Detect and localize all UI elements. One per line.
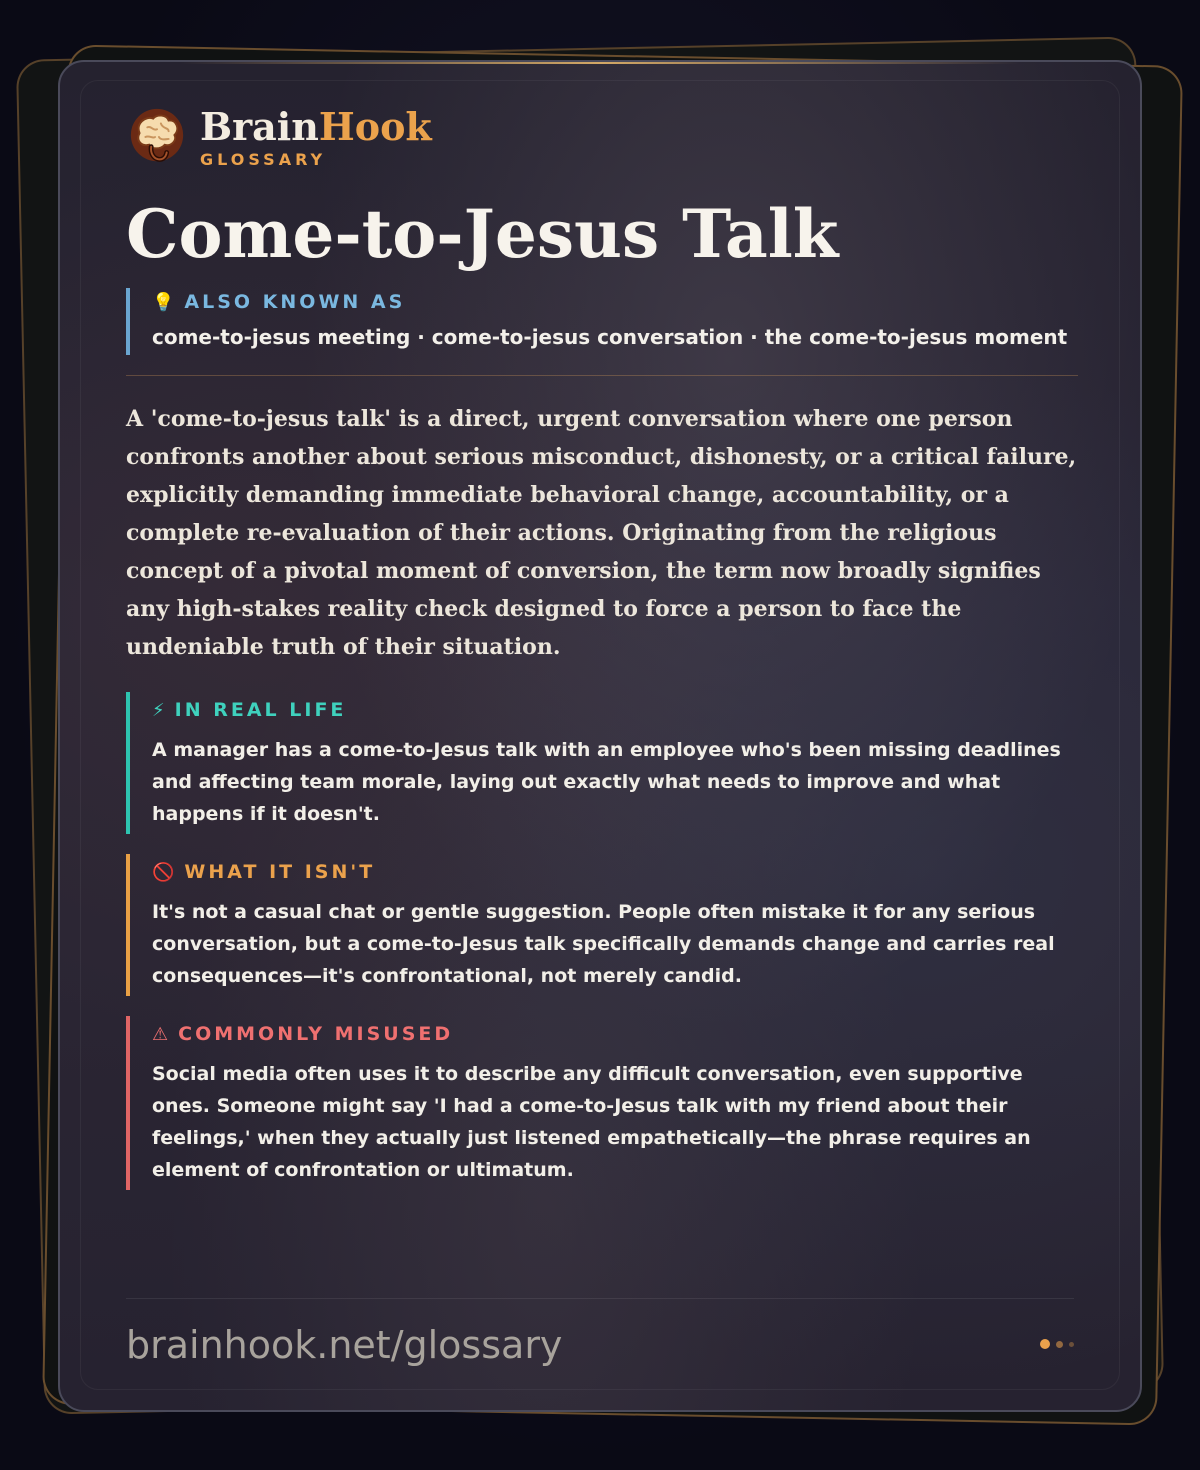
brand-text xyxy=(200,103,432,169)
also-known-as-heading: ALSO KNOWN AS xyxy=(184,291,406,313)
pagination-dots xyxy=(1034,1339,1074,1349)
lightbulb-icon: 💡 xyxy=(152,291,175,313)
card-content xyxy=(126,102,1078,1190)
definition-text: A 'come-to-jesus talk' is a direct, urgent conversation where one person confronts another about serious misconduct, dishonesty, or a critical failure, explicitly demanding immediate behavioral change, accountability, or a complete re-evaluation of their actions. Originating from the religious concept of a pivotal moment of conversion, the term now broadly signifies any high-stakes reality check designed to force a person to face the undeniable truth of their situation. xyxy=(126,406,1077,660)
also-known-as-list: come-to-jesus meeting · come-to-jesus conversation · the come-to-jesus moment xyxy=(152,325,1068,349)
brain-hook-icon xyxy=(126,106,188,168)
commonly-misused-heading-row xyxy=(152,1022,1078,1046)
commonly-misused-body: Social media often uses it to describe any difficult conversation, even supportive ones. Someone might say 'I had a come-to-Jesus talk with my friend about their feelings,' when they actually just listened empathetically—the phrase requires an element of confrontation or ultimatum. xyxy=(152,1063,1031,1181)
in-real-life-body: A manager has a come-to-Jesus talk with an employee who's been missing deadlines and affecting team morale, laying out exactly what needs to improve and what happens if it doesn't. xyxy=(152,739,1061,825)
footer-url-link[interactable]: brainhook.net/glossary xyxy=(126,1323,563,1367)
what-it-isnt-body: It's not a casual chat or gentle suggestion. People often mistake it for any serious conversation, but a come-to-Jesus talk specifically demands change and carries real consequences—it's confrontational, not merely candid. xyxy=(152,901,1055,987)
dot-indicator-active xyxy=(1040,1339,1050,1349)
card-top-accent-line xyxy=(180,62,1020,64)
brand-subtitle: GLOSSARY xyxy=(200,149,327,169)
no-entry-icon: 🚫 xyxy=(152,861,175,883)
in-real-life-section xyxy=(126,692,1078,834)
brand-name xyxy=(200,103,432,149)
dot-indicator xyxy=(1069,1342,1074,1347)
what-it-isnt-section xyxy=(126,854,1078,996)
commonly-misused-heading: COMMONLY MISUSED xyxy=(178,1023,454,1045)
also-known-as-section xyxy=(126,288,1078,355)
brand-name-hook: Hook xyxy=(318,103,432,149)
warning-icon: ⚠ xyxy=(152,1023,169,1045)
brand-header xyxy=(126,102,1078,172)
card-footer xyxy=(126,1298,1074,1389)
in-real-life-heading-row xyxy=(152,698,1078,722)
section-divider xyxy=(126,375,1078,376)
term-title: Come-to-Jesus Talk xyxy=(126,195,839,273)
dot-indicator xyxy=(1056,1341,1063,1348)
lightning-icon: ⚡ xyxy=(152,699,165,721)
glossary-card xyxy=(58,60,1142,1412)
also-known-as-heading-row xyxy=(152,290,1078,314)
brand-name-brain: Brain xyxy=(200,103,319,149)
what-it-isnt-heading: WHAT IT ISN'T xyxy=(184,861,376,883)
what-it-isnt-heading-row xyxy=(152,860,1078,884)
commonly-misused-section xyxy=(126,1016,1078,1190)
in-real-life-heading: IN REAL LIFE xyxy=(174,699,347,721)
